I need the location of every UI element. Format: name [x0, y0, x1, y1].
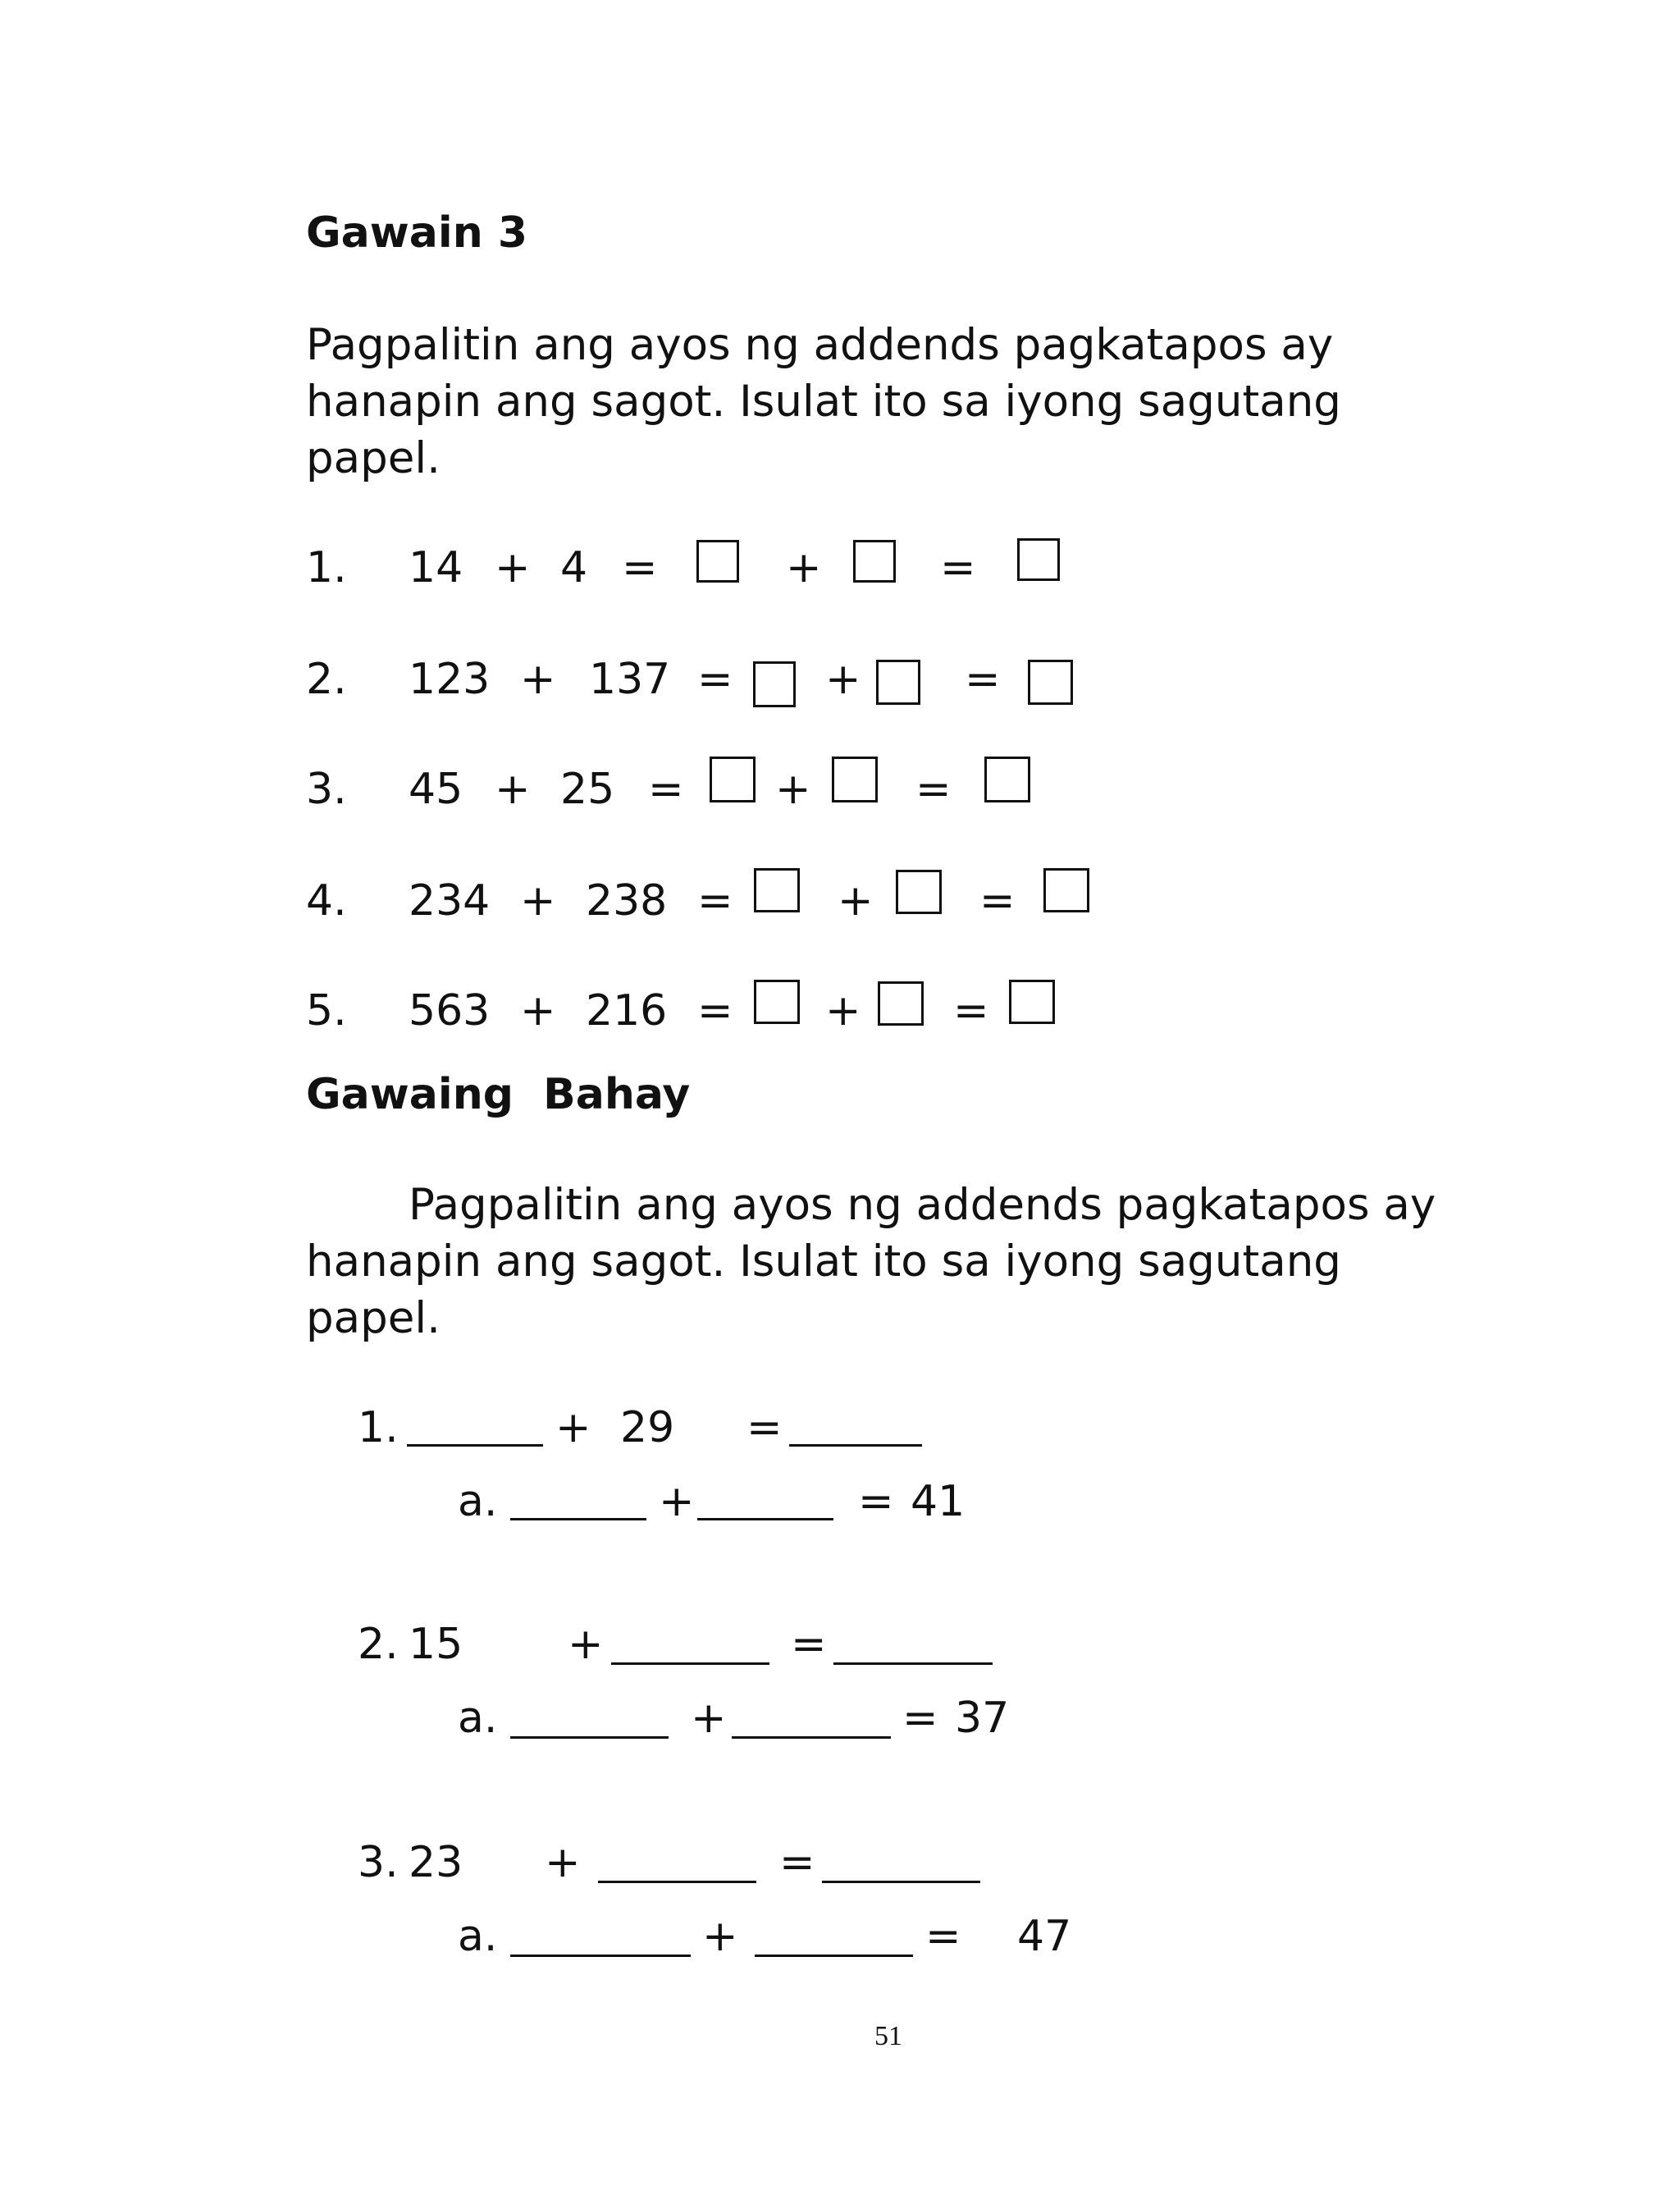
- sub-item-label: a.: [458, 1912, 498, 1961]
- sub-total: 47: [1017, 1912, 1072, 1961]
- addend-a: 45: [409, 765, 463, 814]
- answer-box[interactable]: [696, 540, 739, 583]
- answer-blank[interactable]: [510, 1518, 646, 1520]
- plus-sign: +: [545, 1838, 581, 1887]
- plus-sign: +: [555, 1403, 591, 1452]
- plus-sign: +: [786, 543, 822, 592]
- plus-sign: +: [825, 986, 861, 1036]
- equals-sign: =: [697, 655, 733, 704]
- answer-blank[interactable]: [407, 1444, 543, 1447]
- answer-box[interactable]: [853, 540, 896, 583]
- answer-blank[interactable]: [697, 1518, 833, 1520]
- gawaing-bahay-instruction-line-2: hanapin ang sagot. Isulat ito sa iyong sagutang: [306, 1237, 1341, 1287]
- equals-sign: =: [953, 986, 989, 1036]
- item-number: 4.: [306, 876, 347, 926]
- equals-sign: =: [622, 543, 658, 592]
- answer-blank[interactable]: [822, 1881, 980, 1883]
- gawain-3-instruction-line-3: papel.: [306, 433, 441, 483]
- page-number: 51: [874, 2021, 902, 2051]
- plus-sign: +: [659, 1477, 695, 1526]
- gawain-3-heading: Gawain 3: [306, 208, 528, 258]
- answer-blank[interactable]: [510, 1955, 691, 1957]
- equals-sign: =: [925, 1912, 961, 1961]
- addend-b: 25: [560, 765, 615, 814]
- addend-b: 137: [589, 655, 671, 704]
- addend-a: 234: [409, 876, 491, 926]
- plus-sign: +: [838, 876, 874, 926]
- answer-box[interactable]: [896, 870, 942, 914]
- equals-sign: =: [779, 1838, 815, 1887]
- gawaing-bahay-instruction-line-1: Pagpalitin ang ayos ng addends pagkatapos ay: [409, 1180, 1436, 1230]
- item-number: 1.: [306, 543, 347, 592]
- answer-blank[interactable]: [598, 1881, 756, 1883]
- answer-box[interactable]: [710, 757, 756, 802]
- equals-sign: =: [746, 1403, 783, 1452]
- sub-total: 37: [955, 1694, 1010, 1743]
- sub-item-label: a.: [458, 1694, 498, 1743]
- addend-a: 123: [409, 655, 491, 704]
- gawaing-bahay-heading: Gawaing Bahay: [306, 1070, 691, 1119]
- answer-box[interactable]: [876, 660, 920, 705]
- sub-item-label: a.: [458, 1477, 498, 1526]
- plus-sign: +: [825, 655, 861, 704]
- answer-box[interactable]: [1009, 980, 1055, 1024]
- item-number: 2.: [358, 1620, 399, 1669]
- given-addend: 23: [409, 1838, 463, 1887]
- plus-sign: +: [495, 543, 531, 592]
- equals-sign: =: [940, 543, 976, 592]
- answer-box[interactable]: [754, 980, 800, 1024]
- answer-blank[interactable]: [611, 1662, 769, 1665]
- item-number: 3.: [306, 765, 347, 814]
- answer-box[interactable]: [984, 757, 1030, 802]
- gawain-3-instruction-line-1: Pagpalitin ang ayos ng addends pagkatapos ay: [306, 320, 1334, 370]
- gawaing-bahay-instruction-line-3: papel.: [306, 1293, 441, 1343]
- equals-sign: =: [979, 876, 1016, 926]
- answer-box[interactable]: [1028, 660, 1073, 705]
- answer-box[interactable]: [1043, 868, 1089, 912]
- given-addend: 29: [620, 1403, 675, 1452]
- plus-sign: +: [520, 986, 556, 1036]
- equals-sign: =: [858, 1477, 894, 1526]
- answer-blank[interactable]: [833, 1662, 993, 1665]
- equals-sign: =: [915, 765, 952, 814]
- addend-a: 563: [409, 986, 491, 1036]
- plus-sign: +: [691, 1694, 727, 1743]
- sub-total: 41: [911, 1477, 966, 1526]
- answer-box[interactable]: [878, 981, 924, 1026]
- addend-a: 14: [409, 543, 463, 592]
- equals-sign: =: [697, 876, 733, 926]
- answer-blank[interactable]: [732, 1736, 891, 1739]
- plus-sign: +: [568, 1620, 604, 1669]
- equals-sign: =: [697, 986, 733, 1036]
- answer-blank[interactable]: [755, 1955, 913, 1957]
- addend-b: 216: [586, 986, 668, 1036]
- answer-blank[interactable]: [510, 1736, 669, 1739]
- plus-sign: +: [495, 765, 531, 814]
- answer-box[interactable]: [1017, 538, 1060, 581]
- answer-box[interactable]: [753, 661, 796, 707]
- item-number: 1.: [358, 1403, 399, 1452]
- item-number: 2.: [306, 655, 347, 704]
- answer-blank[interactable]: [789, 1444, 922, 1447]
- equals-sign: =: [791, 1620, 827, 1669]
- item-number: 3.: [358, 1838, 399, 1887]
- equals-sign: =: [648, 765, 684, 814]
- equals-sign: =: [902, 1694, 938, 1743]
- answer-box[interactable]: [832, 757, 878, 802]
- gawain-3-instruction-line-2: hanapin ang sagot. Isulat ito sa iyong sagutang: [306, 377, 1341, 427]
- plus-sign: +: [702, 1912, 738, 1961]
- plus-sign: +: [520, 876, 556, 926]
- given-addend: 15: [409, 1620, 463, 1669]
- plus-sign: +: [775, 765, 811, 814]
- plus-sign: +: [520, 655, 556, 704]
- item-number: 5.: [306, 986, 347, 1036]
- addend-b: 4: [560, 543, 588, 592]
- equals-sign: =: [965, 655, 1001, 704]
- addend-b: 238: [586, 876, 668, 926]
- answer-box[interactable]: [754, 868, 800, 912]
